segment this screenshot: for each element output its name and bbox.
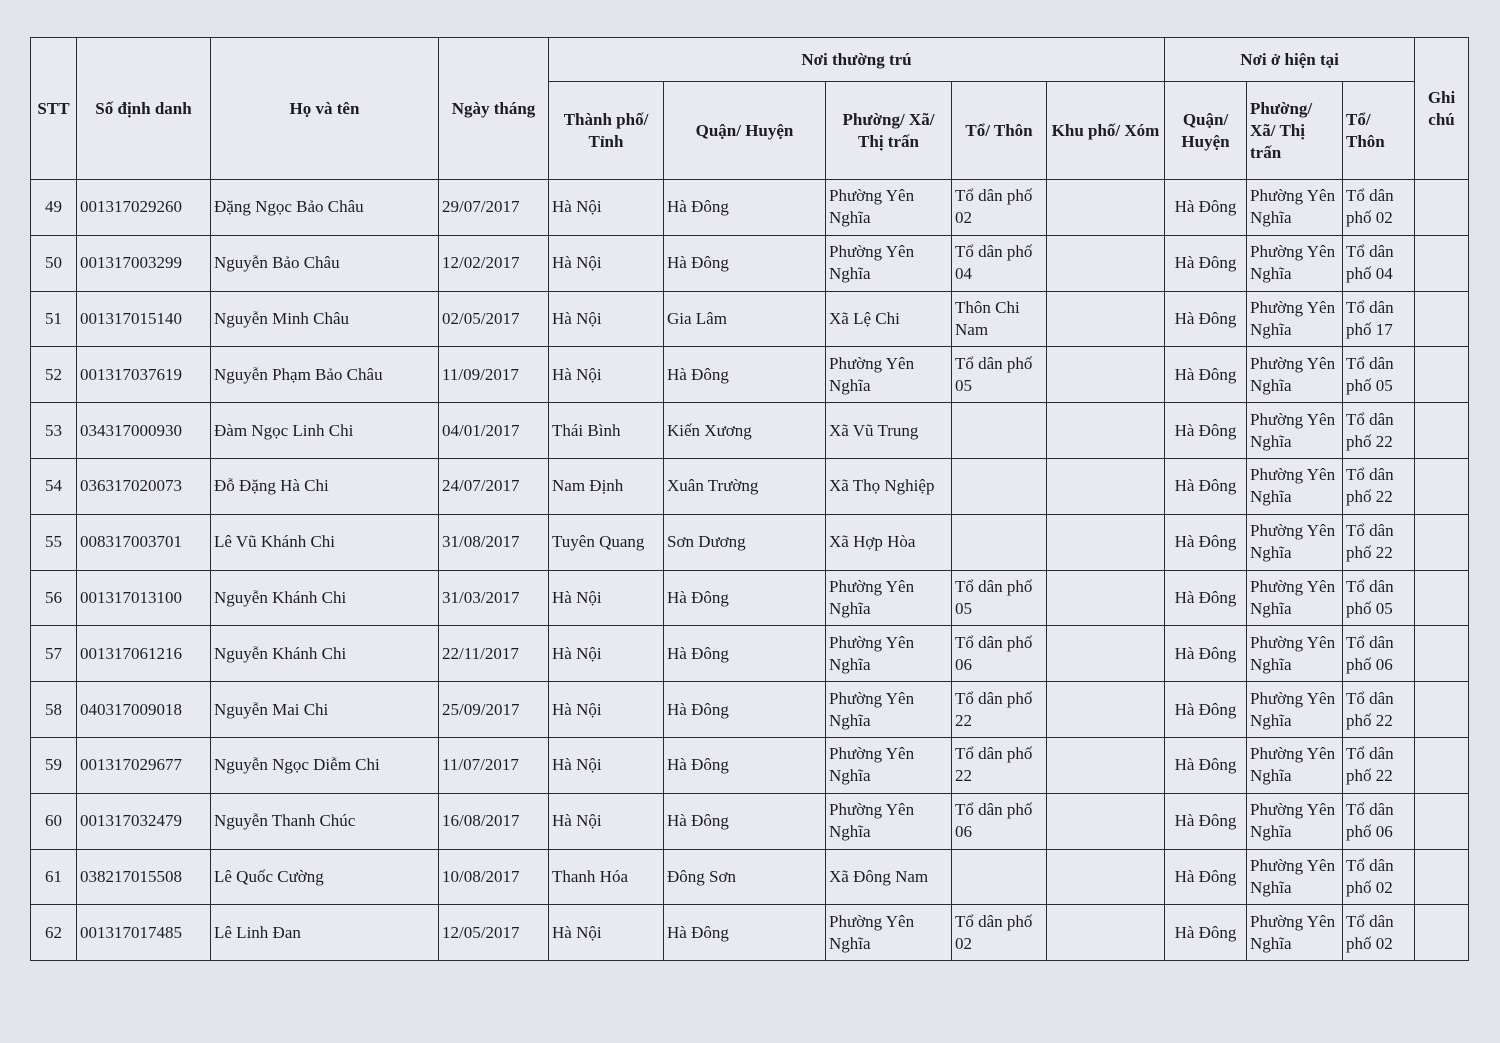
cell-name: Nguyễn Thanh Chúc (211, 793, 439, 849)
header-stt: STT (31, 38, 77, 180)
cell-name: Lê Quốc Cường (211, 849, 439, 905)
cell-cur-district: Hà Đông (1165, 403, 1247, 459)
cell-cur-group: Tổ dân phố 02 (1343, 849, 1415, 905)
cell-perm-district: Hà Đông (664, 626, 826, 682)
cell-perm-district: Hà Đông (664, 235, 826, 291)
cell-cur-ward: Phường Yên Nghĩa (1247, 849, 1343, 905)
table-row (31, 570, 1469, 626)
cell-name: Nguyễn Khánh Chi (211, 626, 439, 682)
cell-perm-group: Tổ dân phố 02 (952, 180, 1047, 236)
table-row (31, 235, 1469, 291)
cell-id: 001317037619 (77, 347, 211, 403)
cell-cur-ward: Phường Yên Nghĩa (1247, 626, 1343, 682)
cell-perm-block (1047, 682, 1165, 738)
cell-perm-city: Thái Bình (549, 403, 664, 459)
cell-note (1415, 514, 1469, 570)
cell-dob: 12/05/2017 (439, 905, 549, 961)
cell-cur-district: Hà Đông (1165, 570, 1247, 626)
header-note: Ghi chú (1415, 38, 1469, 180)
cell-name: Lê Linh Đan (211, 905, 439, 961)
cell-perm-city: Hà Nội (549, 793, 664, 849)
cell-perm-district: Hà Đông (664, 793, 826, 849)
cell-perm-group (952, 514, 1047, 570)
cell-dob: 29/07/2017 (439, 180, 549, 236)
cell-stt: 60 (31, 793, 77, 849)
cell-perm-ward: Xã Hợp Hòa (826, 514, 952, 570)
cell-stt: 49 (31, 180, 77, 236)
cell-perm-block (1047, 905, 1165, 961)
cell-cur-group: Tổ dân phố 06 (1343, 793, 1415, 849)
cell-stt: 62 (31, 905, 77, 961)
cell-id: 001317003299 (77, 235, 211, 291)
cell-perm-district: Hà Đông (664, 347, 826, 403)
table-row (31, 347, 1469, 403)
cell-perm-district: Gia Lâm (664, 291, 826, 347)
cell-stt: 55 (31, 514, 77, 570)
cell-cur-ward: Phường Yên Nghĩa (1247, 514, 1343, 570)
cell-perm-ward: Phường Yên Nghĩa (826, 905, 952, 961)
cell-perm-city: Hà Nội (549, 905, 664, 961)
cell-cur-group: Tổ dân phố 04 (1343, 235, 1415, 291)
cell-perm-city: Tuyên Quang (549, 514, 664, 570)
cell-stt: 58 (31, 682, 77, 738)
cell-stt: 59 (31, 737, 77, 793)
table-row (31, 905, 1469, 961)
table-row (31, 793, 1469, 849)
cell-note (1415, 737, 1469, 793)
cell-perm-city: Hà Nội (549, 180, 664, 236)
cell-cur-group: Tổ dân phố 06 (1343, 626, 1415, 682)
table-row (31, 458, 1469, 514)
cell-cur-district: Hà Đông (1165, 793, 1247, 849)
cell-dob: 04/01/2017 (439, 403, 549, 459)
cell-cur-district: Hà Đông (1165, 514, 1247, 570)
cell-perm-block (1047, 626, 1165, 682)
cell-name: Nguyễn Phạm Bảo Châu (211, 347, 439, 403)
cell-id: 036317020073 (77, 458, 211, 514)
cell-perm-district: Hà Đông (664, 905, 826, 961)
cell-perm-group (952, 458, 1047, 514)
cell-name: Lê Vũ Khánh Chi (211, 514, 439, 570)
cell-name: Nguyễn Minh Châu (211, 291, 439, 347)
cell-perm-group: Tổ dân phố 06 (952, 626, 1047, 682)
cell-note (1415, 626, 1469, 682)
header-perm-district: Quận/ Huyện (664, 82, 826, 180)
cell-cur-group: Tổ dân phố 17 (1343, 291, 1415, 347)
cell-cur-ward: Phường Yên Nghĩa (1247, 458, 1343, 514)
cell-perm-block (1047, 514, 1165, 570)
cell-note (1415, 682, 1469, 738)
cell-id: 001317029260 (77, 180, 211, 236)
cell-stt: 53 (31, 403, 77, 459)
table-row (31, 682, 1469, 738)
cell-cur-group: Tổ dân phố 05 (1343, 347, 1415, 403)
cell-cur-ward: Phường Yên Nghĩa (1247, 737, 1343, 793)
cell-name: Nguyễn Khánh Chi (211, 570, 439, 626)
cell-id: 034317000930 (77, 403, 211, 459)
header-cur-group: Tổ/ Thôn (1343, 82, 1415, 180)
cell-id: 001317029677 (77, 737, 211, 793)
cell-cur-district: Hà Đông (1165, 291, 1247, 347)
header-perm-group: Tổ/ Thôn (952, 82, 1047, 180)
cell-perm-group: Tổ dân phố 22 (952, 737, 1047, 793)
cell-stt: 52 (31, 347, 77, 403)
cell-stt: 50 (31, 235, 77, 291)
cell-perm-block (1047, 793, 1165, 849)
cell-perm-ward: Phường Yên Nghĩa (826, 737, 952, 793)
table-row (31, 737, 1469, 793)
cell-name: Nguyễn Ngọc Diễm Chi (211, 737, 439, 793)
cell-perm-block (1047, 347, 1165, 403)
header-cur-district: Quận/ Huyện (1165, 82, 1247, 180)
cell-name: Đàm Ngọc Linh Chi (211, 403, 439, 459)
cell-stt: 56 (31, 570, 77, 626)
cell-perm-district: Hà Đông (664, 737, 826, 793)
cell-cur-group: Tổ dân phố 05 (1343, 570, 1415, 626)
cell-cur-ward: Phường Yên Nghĩa (1247, 905, 1343, 961)
cell-perm-ward: Phường Yên Nghĩa (826, 682, 952, 738)
cell-cur-district: Hà Đông (1165, 737, 1247, 793)
table-row (31, 291, 1469, 347)
header-perm-ward: Phường/ Xã/ Thị trấn (826, 82, 952, 180)
cell-stt: 61 (31, 849, 77, 905)
cell-id: 038217015508 (77, 849, 211, 905)
cell-perm-district: Kiến Xương (664, 403, 826, 459)
cell-name: Đỗ Đặng Hà Chi (211, 458, 439, 514)
cell-perm-block (1047, 235, 1165, 291)
table-row (31, 514, 1469, 570)
student-list-sheet (30, 37, 1468, 961)
cell-perm-block (1047, 403, 1165, 459)
cell-cur-group: Tổ dân phố 22 (1343, 737, 1415, 793)
cell-perm-group (952, 403, 1047, 459)
cell-id: 001317061216 (77, 626, 211, 682)
cell-stt: 54 (31, 458, 77, 514)
cell-cur-district: Hà Đông (1165, 849, 1247, 905)
cell-perm-block (1047, 849, 1165, 905)
header-id: Số định danh (77, 38, 211, 180)
table-row (31, 180, 1469, 236)
cell-perm-district: Hà Đông (664, 180, 826, 236)
cell-perm-district: Hà Đông (664, 570, 826, 626)
cell-perm-city: Hà Nội (549, 291, 664, 347)
cell-dob: 10/08/2017 (439, 849, 549, 905)
cell-id: 001317013100 (77, 570, 211, 626)
cell-cur-ward: Phường Yên Nghĩa (1247, 570, 1343, 626)
header-permanent-address: Nơi thường trú (549, 38, 1165, 82)
cell-perm-group: Tổ dân phố 22 (952, 682, 1047, 738)
cell-perm-city: Nam Định (549, 458, 664, 514)
cell-name: Nguyễn Mai Chi (211, 682, 439, 738)
cell-perm-group (952, 849, 1047, 905)
cell-perm-city: Hà Nội (549, 737, 664, 793)
cell-id: 001317015140 (77, 291, 211, 347)
cell-perm-city: Hà Nội (549, 682, 664, 738)
cell-perm-group: Tổ dân phố 02 (952, 905, 1047, 961)
table-row (31, 849, 1469, 905)
cell-stt: 57 (31, 626, 77, 682)
cell-note (1415, 458, 1469, 514)
cell-dob: 12/02/2017 (439, 235, 549, 291)
cell-note (1415, 403, 1469, 459)
cell-perm-block (1047, 737, 1165, 793)
cell-dob: 16/08/2017 (439, 793, 549, 849)
cell-perm-block (1047, 458, 1165, 514)
table-row (31, 403, 1469, 459)
cell-dob: 25/09/2017 (439, 682, 549, 738)
header-dob: Ngày tháng (439, 38, 549, 180)
cell-id: 008317003701 (77, 514, 211, 570)
cell-cur-ward: Phường Yên Nghĩa (1247, 180, 1343, 236)
cell-cur-group: Tổ dân phố 22 (1343, 458, 1415, 514)
table-row (31, 626, 1469, 682)
cell-perm-city: Thanh Hóa (549, 849, 664, 905)
cell-perm-group: Tổ dân phố 05 (952, 570, 1047, 626)
cell-cur-ward: Phường Yên Nghĩa (1247, 793, 1343, 849)
cell-note (1415, 235, 1469, 291)
cell-cur-ward: Phường Yên Nghĩa (1247, 682, 1343, 738)
cell-perm-city: Hà Nội (549, 347, 664, 403)
cell-name: Nguyễn Bảo Châu (211, 235, 439, 291)
cell-perm-ward: Xã Vũ Trung (826, 403, 952, 459)
cell-perm-block (1047, 180, 1165, 236)
cell-cur-district: Hà Đông (1165, 458, 1247, 514)
cell-cur-group: Tổ dân phố 02 (1343, 180, 1415, 236)
cell-id: 040317009018 (77, 682, 211, 738)
cell-cur-district: Hà Đông (1165, 626, 1247, 682)
cell-perm-group: Tổ dân phố 06 (952, 793, 1047, 849)
cell-perm-city: Hà Nội (549, 235, 664, 291)
cell-note (1415, 180, 1469, 236)
cell-cur-district: Hà Đông (1165, 347, 1247, 403)
resident-table (30, 37, 1469, 961)
cell-dob: 11/09/2017 (439, 347, 549, 403)
cell-dob: 31/08/2017 (439, 514, 549, 570)
cell-perm-city: Hà Nội (549, 626, 664, 682)
cell-perm-district: Xuân Trường (664, 458, 826, 514)
cell-perm-district: Sơn Dương (664, 514, 826, 570)
cell-cur-group: Tổ dân phố 22 (1343, 514, 1415, 570)
header-perm-block: Khu phố/ Xóm (1047, 82, 1165, 180)
cell-id: 001317032479 (77, 793, 211, 849)
cell-stt: 51 (31, 291, 77, 347)
cell-note (1415, 570, 1469, 626)
cell-note (1415, 849, 1469, 905)
cell-cur-district: Hà Đông (1165, 682, 1247, 738)
cell-perm-ward: Phường Yên Nghĩa (826, 347, 952, 403)
cell-cur-group: Tổ dân phố 02 (1343, 905, 1415, 961)
cell-perm-district: Hà Đông (664, 682, 826, 738)
cell-perm-ward: Phường Yên Nghĩa (826, 793, 952, 849)
cell-note (1415, 793, 1469, 849)
cell-note (1415, 905, 1469, 961)
cell-id: 001317017485 (77, 905, 211, 961)
cell-perm-block (1047, 291, 1165, 347)
cell-name: Đặng Ngọc Bảo Châu (211, 180, 439, 236)
cell-dob: 24/07/2017 (439, 458, 549, 514)
cell-cur-ward: Phường Yên Nghĩa (1247, 291, 1343, 347)
cell-perm-ward: Phường Yên Nghĩa (826, 180, 952, 236)
cell-perm-ward: Phường Yên Nghĩa (826, 626, 952, 682)
cell-perm-group: Tổ dân phố 04 (952, 235, 1047, 291)
cell-cur-group: Tổ dân phố 22 (1343, 682, 1415, 738)
header-perm-city: Thành phố/ Tỉnh (549, 82, 664, 180)
cell-perm-block (1047, 570, 1165, 626)
header-name: Họ và tên (211, 38, 439, 180)
cell-dob: 31/03/2017 (439, 570, 549, 626)
cell-perm-ward: Phường Yên Nghĩa (826, 570, 952, 626)
cell-cur-district: Hà Đông (1165, 180, 1247, 236)
cell-cur-district: Hà Đông (1165, 235, 1247, 291)
cell-note (1415, 291, 1469, 347)
cell-cur-ward: Phường Yên Nghĩa (1247, 347, 1343, 403)
header-current-address: Nơi ở hiện tại (1165, 38, 1415, 82)
cell-perm-ward: Phường Yên Nghĩa (826, 235, 952, 291)
cell-perm-district: Đông Sơn (664, 849, 826, 905)
table-body (31, 180, 1469, 961)
cell-cur-ward: Phường Yên Nghĩa (1247, 403, 1343, 459)
cell-perm-city: Hà Nội (549, 570, 664, 626)
cell-note (1415, 347, 1469, 403)
cell-dob: 22/11/2017 (439, 626, 549, 682)
cell-perm-ward: Xã Lệ Chi (826, 291, 952, 347)
header-cur-ward: Phường/ Xã/ Thị trấn (1247, 82, 1343, 180)
cell-perm-ward: Xã Đông Nam (826, 849, 952, 905)
cell-perm-group: Tổ dân phố 05 (952, 347, 1047, 403)
cell-cur-group: Tổ dân phố 22 (1343, 403, 1415, 459)
cell-dob: 02/05/2017 (439, 291, 549, 347)
cell-cur-ward: Phường Yên Nghĩa (1247, 235, 1343, 291)
cell-dob: 11/07/2017 (439, 737, 549, 793)
cell-perm-ward: Xã Thọ Nghiệp (826, 458, 952, 514)
cell-perm-group: Thôn Chi Nam (952, 291, 1047, 347)
cell-cur-district: Hà Đông (1165, 905, 1247, 961)
